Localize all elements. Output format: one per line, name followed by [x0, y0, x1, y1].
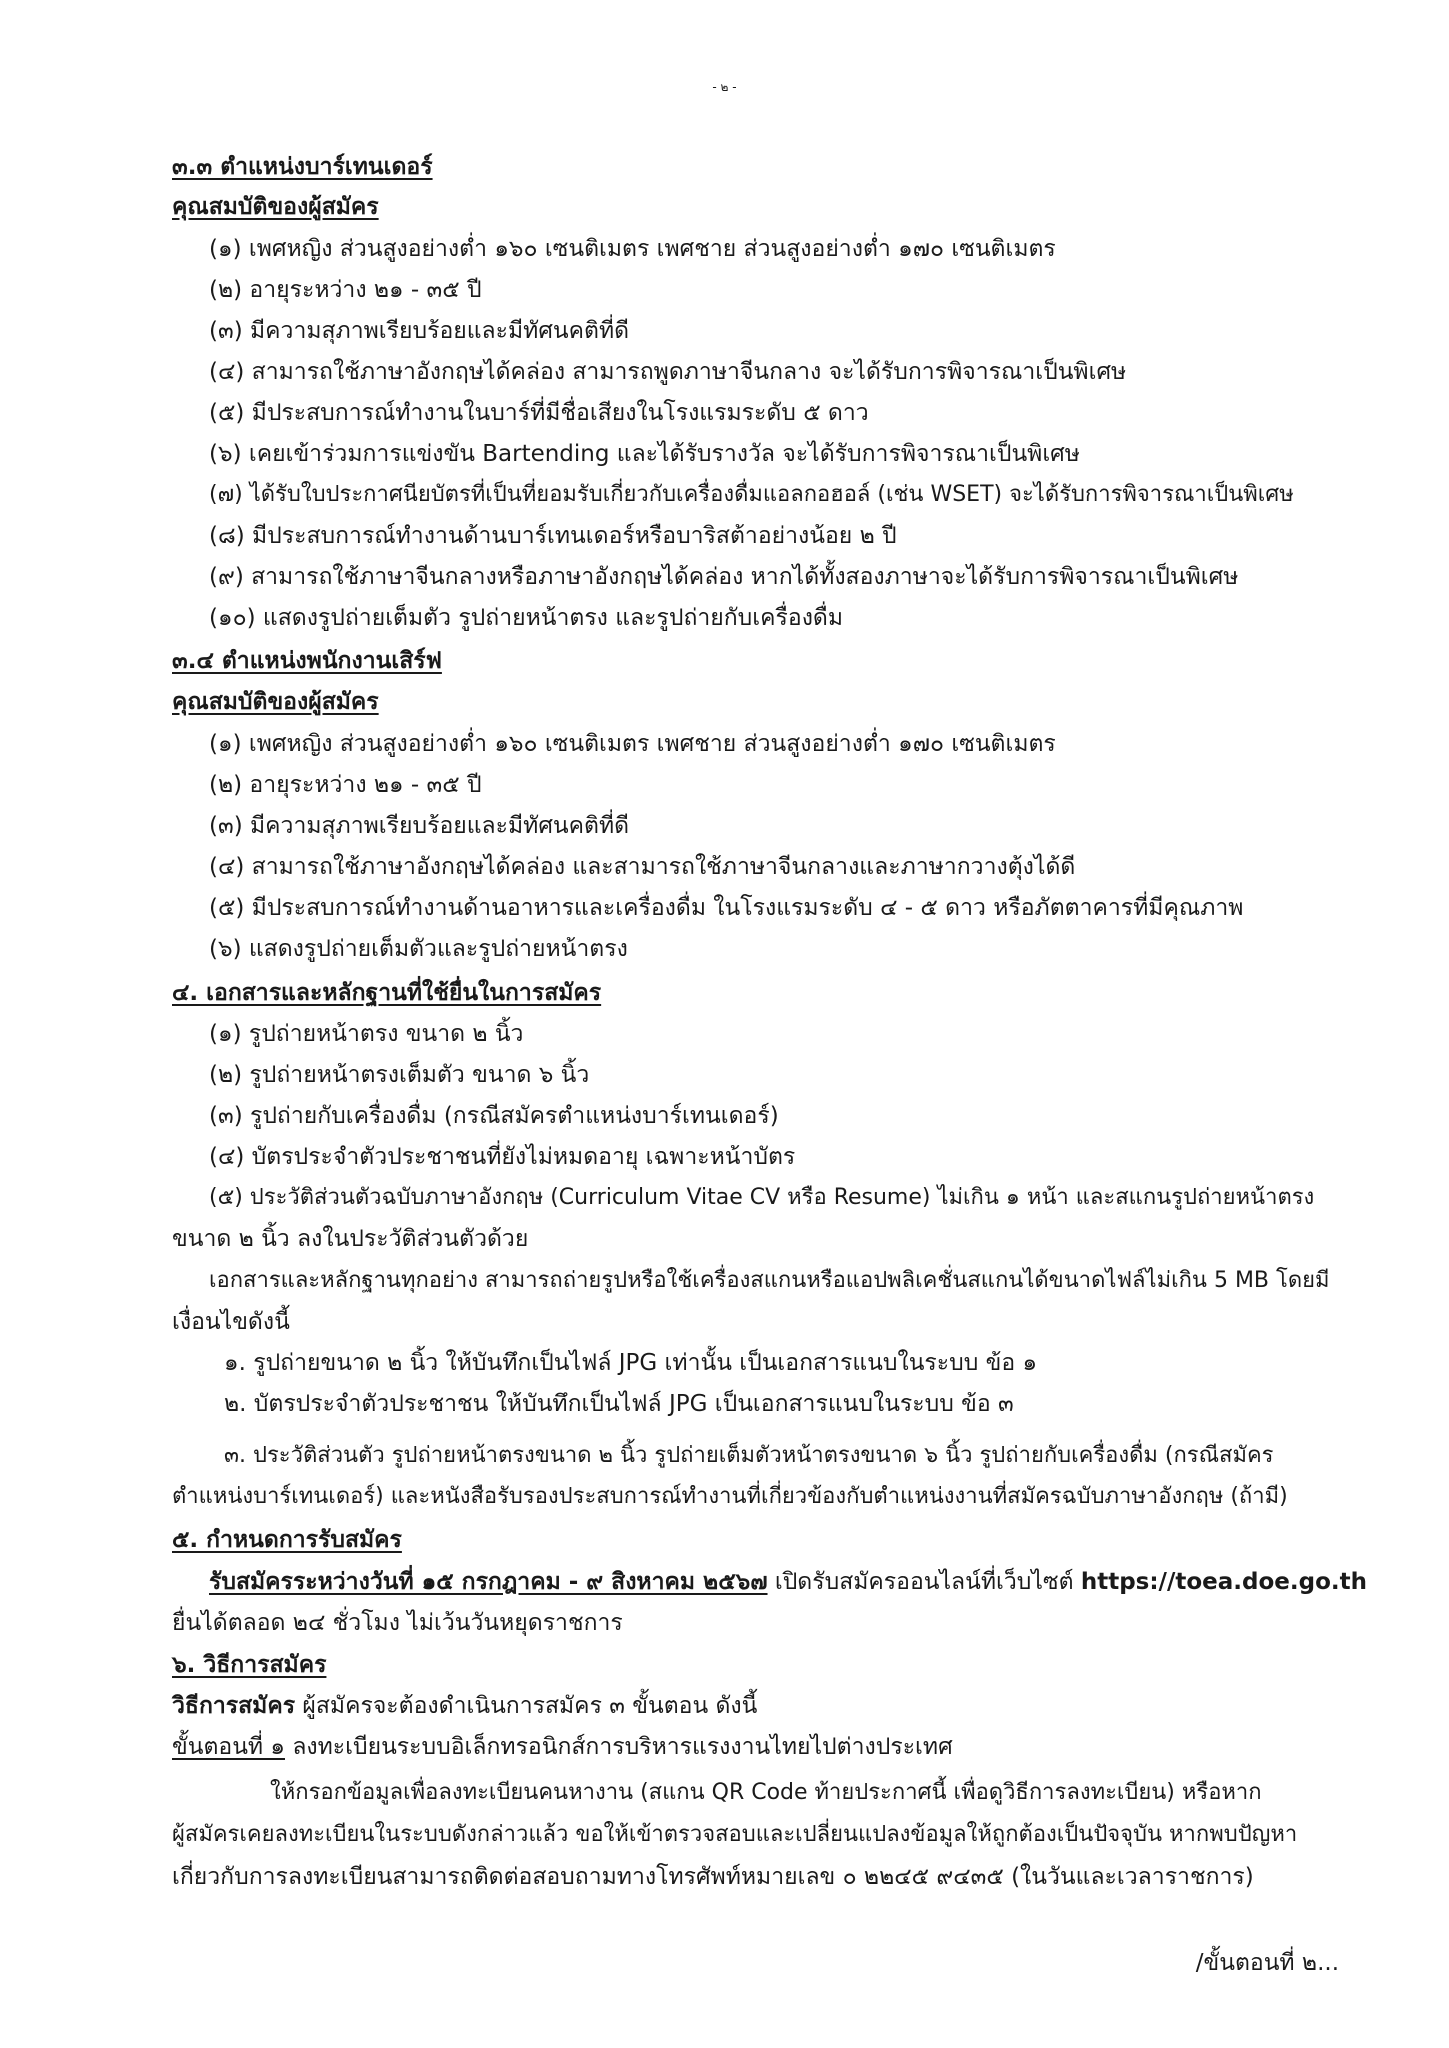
- qualification-item: (๖) เคยเข้าร่วมการแข่งขัน Bartending และได้รับรางวัล จะได้รับการพิจารณาเป็นพิเศษ: [209, 441, 1080, 467]
- file-condition: ๑. รูปถ่ายขนาด ๒ นิ้ว ให้บันทึกเป็นไฟล์ JPG เท่านั้น เป็นเอกสารแนบในระบบ ข้อ ๑: [224, 1350, 1038, 1376]
- qualification-item: (๔) สามารถใช้ภาษาอังกฤษได้คล่อง สามารถพูดภาษาจีนกลาง จะได้รับการพิจารณาเป็นพิเศษ: [209, 359, 1127, 385]
- section-4-heading: ๔. เอกสารและหลักฐานที่ใช้ยื่นในการสมัคร: [172, 980, 602, 1006]
- file-condition-continuation: ตำแหน่งบาร์เทนเดอร์) และหนังสือรับรองประสบการณ์ทำงานที่เกี่ยวข้องกับตำแหน่งงานที่สมัครฉบับภาษาอังกฤษ (ถ้ามี): [172, 1484, 1288, 1509]
- qualification-item: (๑) เพศหญิง ส่วนสูงอย่างต่ำ ๑๖๐ เซนติเมตร เพศชาย ส่วนสูงอย่างต่ำ ๑๗๐ เซนติเมตร: [209, 731, 1056, 757]
- page-number: - ๒ -: [712, 80, 737, 94]
- qualification-item: (๑) เพศหญิง ส่วนสูงอย่างต่ำ ๑๖๐ เซนติเมตร เพศชาย ส่วนสูงอย่างต่ำ ๑๗๐ เซนติเมตร: [209, 236, 1056, 262]
- file-condition: ๓. ประวัติส่วนตัว รูปถ่ายหน้าตรงขนาด ๒ นิ้ว รูปถ่ายเต็มตัวหน้าตรงขนาด ๖ นิ้ว รูปถ่ายกับเครื่องดื่ม (กรณีสมัคร: [224, 1443, 1274, 1468]
- file-condition: ๒. บัตรประจำตัวประชาชน ให้บันทึกเป็นไฟล์ JPG เป็นเอกสารแนบในระบบ ข้อ ๓: [224, 1391, 1014, 1417]
- section-5-heading: ๕. กำหนดการรับสมัคร: [172, 1527, 402, 1553]
- document-item: (๕) ประวัติส่วนตัวฉบับภาษาอังกฤษ (Curriculum Vitae CV หรือ Resume) ไม่เกิน ๑ หน้า และสแกนรูปถ่ายหน้าตรง: [209, 1185, 1315, 1210]
- document-item: (๓) รูปถ่ายกับเครื่องดื่ม (กรณีสมัครตำแหน่งบาร์เทนเดอร์): [209, 1103, 779, 1129]
- qualification-item: (๒) อายุระหว่าง ๒๑ - ๓๕ ปี: [209, 772, 482, 798]
- document-item: (๒) รูปถ่ายหน้าตรงเต็มตัว ขนาด ๖ นิ้ว: [209, 1062, 590, 1088]
- qualification-item: (๑๐) แสดงรูปถ่ายเต็มตัว รูปถ่ายหน้าตรง และรูปถ่ายกับเครื่องดื่ม: [209, 605, 844, 631]
- qualification-item: (๕) มีประสบการณ์ทำงานในบาร์ที่มีชื่อเสียงในโรงแรมระดับ ๕ ดาว: [209, 400, 869, 426]
- continuation-footer: /ขั้นตอนที่ ๒...: [1195, 1950, 1339, 1976]
- qualification-item: (๔) สามารถใช้ภาษาอังกฤษได้คล่อง และสามารถใช้ภาษาจีนกลางและภาษากวางตุ้งได้ดี: [209, 854, 1076, 880]
- file-note: เอกสารและหลักฐานทุกอย่าง สามารถถ่ายรูปหรือใช้เครื่องสแกนหรือแอปพลิเคชั่นสแกนได้ขนาดไฟล์ไม่เกิน 5 MB โดยมี: [209, 1268, 1330, 1293]
- application-hours: ยื่นได้ตลอด ๒๔ ชั่วโมง ไม่เว้นวันหยุดราชการ: [172, 1610, 623, 1636]
- qualification-item: (๓) มีความสุภาพเรียบร้อยและมีทัศนคติที่ดี: [209, 813, 630, 839]
- qualification-item: (๒) อายุระหว่าง ๒๑ - ๓๕ ปี: [209, 277, 482, 303]
- method-label: วิธีการสมัคร: [172, 1693, 296, 1719]
- application-period: รับสมัครระหว่างวันที่ ๑๕ กรกฎาคม - ๙ สิงหาคม ๒๕๖๗: [209, 1569, 768, 1595]
- qualification-item: (๖) แสดงรูปถ่ายเต็มตัวและรูปถ่ายหน้าตรง: [209, 936, 628, 962]
- qualification-item: (๗) ได้รับใบประกาศนียบัตรที่เป็นที่ยอมรับเกี่ยวกับเครื่องดื่มแอลกอฮอล์ (เช่น WSET) จะได้รับการพิจารณาเป็นพิเศษ: [209, 482, 1294, 507]
- document-item: (๑) รูปถ่ายหน้าตรง ขนาด ๒ นิ้ว: [209, 1021, 524, 1047]
- section-3-4-heading: ๓.๔ ตำแหน่งพนักงานเสิร์ฟ: [172, 648, 442, 674]
- qualification-heading: คุณสมบัติของผู้สมัคร: [172, 689, 379, 715]
- step-1-paragraph: เกี่ยวกับการลงทะเบียนสามารถติดต่อสอบถามทางโทรศัพท์หมายเลข ๐ ๒๒๔๕ ๙๔๓๕ (ในวันและเวลาราชการ): [172, 1864, 1254, 1890]
- online-text: เปิดรับสมัครออนไลน์ที่เว็บไซต์: [774, 1569, 1074, 1595]
- website-link[interactable]: https://toea.doe.go.th: [1080, 1569, 1367, 1595]
- step-1-paragraph: ให้กรอกข้อมูลเพื่อลงทะเบียนคนหางาน (สแกน QR Code ท้ายประกาศนี้ เพื่อดูวิธีการลงทะเบียน) หรือหาก: [270, 1780, 1262, 1805]
- document-item: (๔) บัตรประจำตัวประชาชนที่ยังไม่หมดอายุ เฉพาะหน้าบัตร: [209, 1144, 796, 1170]
- qualification-heading: คุณสมบัติของผู้สมัคร: [172, 194, 379, 220]
- step-1-text: ลงทะเบียนระบบอิเล็กทรอนิกส์การบริหารแรงงานไทยไปต่างประเทศ: [292, 1734, 953, 1760]
- qualification-item: (๘) มีประสบการณ์ทำงานด้านบาร์เทนเดอร์หรือบาริสต้าอย่างน้อย ๒ ปี: [209, 523, 897, 549]
- qualification-item: (๓) มีความสุภาพเรียบร้อยและมีทัศนคติที่ดี: [209, 318, 630, 344]
- application-period-line: [209, 1569, 1367, 1597]
- step-1-line: [172, 1734, 953, 1762]
- section-3-3-heading: ๓.๓ ตำแหน่งบาร์เทนเดอร์: [172, 154, 433, 180]
- document-item-continuation: ขนาด ๒ นิ้ว ลงในประวัติส่วนตัวด้วย: [172, 1226, 529, 1252]
- section-6-heading: ๖. วิธีการสมัคร: [172, 1652, 327, 1678]
- qualification-item: (๕) มีประสบการณ์ทำงานด้านอาหารและเครื่องดื่ม ในโรงแรมระดับ ๔ - ๕ ดาว หรือภัตตาคารที่มีคุณภาพ: [209, 895, 1244, 921]
- method-line: [172, 1693, 757, 1721]
- qualification-item: (๙) สามารถใช้ภาษาจีนกลางหรือภาษาอังกฤษได้คล่อง หากได้ทั้งสองภาษาจะได้รับการพิจารณาเป็นพิเศษ: [209, 564, 1239, 590]
- step-1-paragraph: ผู้สมัครเคยลงทะเบียนในระบบดังกล่าวแล้ว ขอให้เข้าตรวจสอบและเปลี่ยนแปลงข้อมูลให้ถูกต้องเป็นปัจจุบัน หากพบปัญหา: [172, 1822, 1298, 1847]
- method-text: ผู้สมัครจะต้องดำเนินการสมัคร ๓ ขั้นตอน ดังนี้: [302, 1693, 758, 1719]
- step-1-label: ขั้นตอนที่ ๑: [172, 1734, 285, 1760]
- file-note-continuation: เงื่อนไขดังนี้: [172, 1309, 290, 1335]
